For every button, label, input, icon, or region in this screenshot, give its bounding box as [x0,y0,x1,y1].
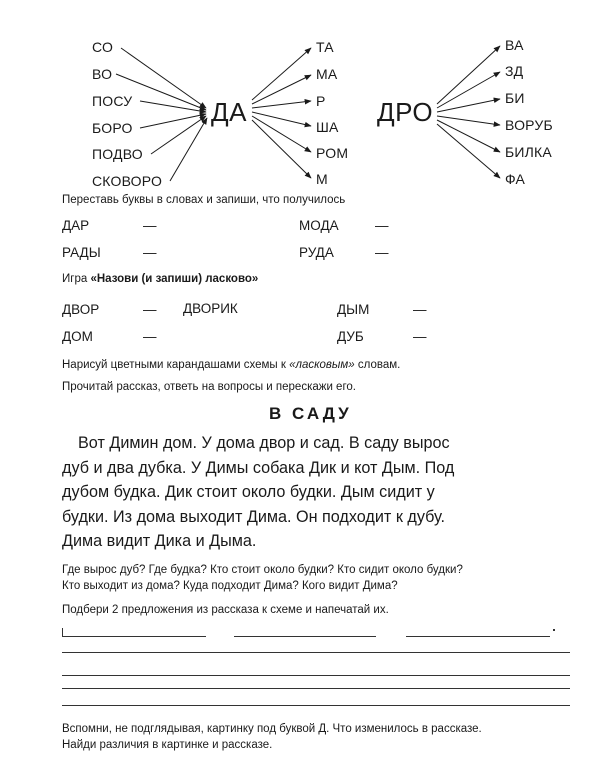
story-line: будки. Из дома выходит Дима. Он подходит к дубу. [62,507,446,526]
task-draw-italic: «ласковым» [289,359,355,371]
task-read: Прочитай рассказ, ответь на вопросы и перескажи его. [62,381,356,393]
syllable-sha: ША [316,119,339,135]
syllable-podvo: ПОДВО [92,146,143,162]
question-line: Где вырос дуб? Где будка? Кто стоит около будки? Кто сидит около будки? [62,564,463,576]
arrow-da-ta [252,48,311,100]
syllable-ta: ТА [316,39,334,55]
syllable-vo: ВО [92,66,113,82]
story-line: дубом будка. Дик стоит около будки. Дым сидит у [62,483,435,501]
game-title [62,273,258,285]
arrow-da-ma [252,75,311,104]
arrow-dro-bilka [437,120,500,152]
line-start-mark [62,628,63,636]
arrow-da-m [252,120,311,178]
task-pick: Подбери 2 предложения из рассказа к схеме и напечатай их. [62,604,389,616]
writing-line-segment[interactable] [62,636,206,637]
arrow-dro-va [437,46,500,104]
arrow-dro-bi [437,99,500,112]
dash: — [143,245,157,260]
story-line: Дима видит Дика и Дыма. [62,532,257,550]
story-line: Вот Димин дом. У дома двор и сад. В саду вырос [78,434,450,452]
syllable-bi: БИ [505,90,525,106]
dash: — [375,218,389,233]
word-rady: РАДЫ [62,245,101,260]
task-draw-text: Нарисуй цветными карандашами схемы к [62,359,290,371]
syllable-vorub: ВОРУБ [505,117,553,133]
arrow-so-da [121,48,206,108]
arrow-dro-fa [437,124,500,178]
word-moda: МОДА [299,218,339,233]
dash: — [143,302,157,317]
scheme1-center: ДА [211,97,247,127]
final-task [62,722,482,753]
line-end-dot [553,629,555,631]
word-dar: ДАР [62,218,90,233]
dash: — [413,302,427,317]
syllable-bilka: БИЛКА [505,144,552,160]
syllable-r: Р [316,93,326,109]
dash: — [375,245,389,260]
word-ruda: РУДА [299,245,334,260]
arrow-boro-da [140,114,206,128]
syllable-boro: БОРО [92,120,133,136]
arrow-da-rom [252,116,311,152]
writing-line[interactable] [62,705,570,706]
word-dvor: ДВОР [62,302,100,317]
word-dub: ДУБ [337,329,364,344]
syllable-skovoro: СКОВОРО [92,173,163,189]
writing-line-segment[interactable] [234,636,376,637]
word-dom: ДОМ [62,329,93,344]
dash: — [143,329,157,344]
task-draw-text-end: словам. [354,359,401,371]
arrow-podvo-da [151,116,206,154]
task-rearrange: Переставь буквы в словах и запиши, что получилось [62,194,346,206]
final-task-line: Найди различия в картинке и рассказе. [62,738,273,751]
syllable-va: ВА [505,37,524,53]
syllable-ma: МА [316,66,338,82]
story-title: В САДУ [269,404,352,423]
question-line: Кто выходит из дома? Куда подходит Дима? Кого видит Дима? [62,579,398,592]
arrow-da-sha [252,112,311,126]
syllable-so: СО [92,39,114,55]
game-name: «Назови (и запиши) ласково» [90,273,259,285]
arrow-skovoro-da [170,118,207,181]
game-prefix: Игра [62,273,91,285]
writing-line[interactable] [62,652,570,653]
dash: — [413,329,427,344]
final-task-line: Вспомни, не подглядывая, картинку под буквой Д. Что изменилось в рассказе. [62,723,482,735]
questions [62,563,463,594]
arrow-dro-zd [437,72,500,108]
writing-line[interactable] [62,675,570,676]
word-dvorik: ДВОРИК [183,301,238,316]
syllable-posu: ПОСУ [92,93,133,109]
writing-line-segment[interactable] [406,636,550,637]
syllable-m: М [316,171,328,187]
dash: — [143,218,157,233]
word-dym: ДЫМ [337,302,370,317]
arrow-da-r [252,101,311,108]
syllable-zd: ЗД [505,63,524,79]
story-text [62,431,454,554]
story-line: дуб и два дубка. У Димы собака Дик и кот Дым. Под [62,458,455,477]
task-draw [62,359,400,371]
syllable-rom: РОМ [316,145,349,161]
arrow-dro-vorub [437,116,500,125]
writing-line[interactable] [62,688,570,689]
syllable-fa: ФА [505,171,526,187]
scheme2-center: ДРО [377,97,434,127]
